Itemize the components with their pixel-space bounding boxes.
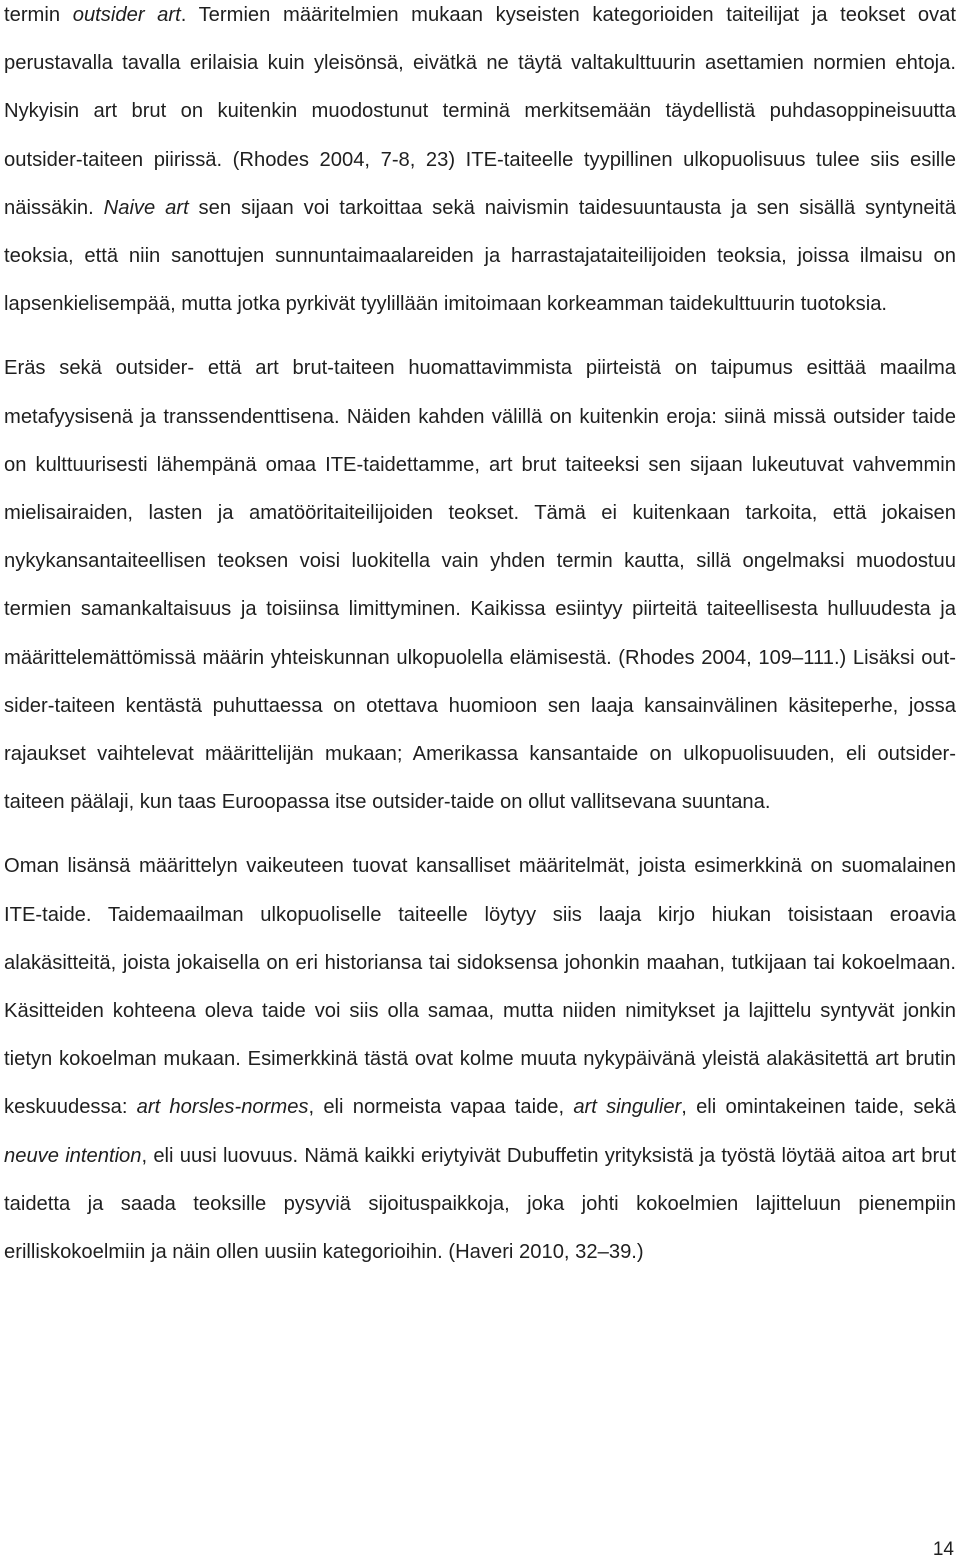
- paragraph-3-run: , eli uusi luovuus. Nämä kaikki eriytyivät Dubuffetin yrityksistä ja työstä löytää aitoa art brut taidetta ja saada teoksille pysyviä sijoituspaikkoja, joka johti kokoelmien lajitteluun pienempiin erilliskokoelmiin ja näin ollen uusiin kategorioihin. (Haveri 2010, 32–39.): [4, 1144, 957, 1264]
- paragraph-1-run: sen sijaan voi tarkoittaa sekä naivismin taidesuuntausta ja sen sisällä syntyneitä teoksia, että niin sanottujen sunnuntaimaalareiden ja harrastajataiteilijoiden teoksia, joissa ilmaisu on lapsenkielisempää, mutta jotka pyrkivät tyylillään imitoimaan korkeamman taidekulttuurin tuotoksia.: [4, 196, 956, 316]
- paragraph-1-run: . Termien määritelmien mukaan kyseisten kategorioiden taiteilijat ja teokset ovat perustavalla tavalla erilaisia kuin yleisönsä, eivätkä ne täytä valtakulttuurin asettamien normien ehtoja. Nykyisin art brut on kuitenkin muodostunut terminä merkitsemään täydellistä puhdasoppineisuutta outsider-taiteen piirissä. (Rhodes 2004, 7-8, 23) ITE-taiteelle tyypillinen ulkopuolisuus tulee siis esille näissäkin.: [4, 4, 956, 219]
- paragraph-3-run: , eli normeista vapaa taide,: [308, 1096, 574, 1119]
- paragraph-3: [4, 842, 956, 1276]
- term-outsider-art: outsider art: [72, 4, 181, 26]
- paragraph-1-run: termin: [4, 4, 73, 26]
- paragraph-1: [4, 0, 956, 328]
- paragraph-3-run: , eli omintakeinen taide, sekä: [681, 1096, 956, 1119]
- paragraph-3-run: Oman lisänsä määrittelyn vaikeuteen tuovat kansalliset määritelmät, joista esimerkkinä on suomalainen ITE-taide. Taidemaailman ulkopuoliselle taiteelle löytyy siis laaja kirjo hiukan toisistaan eroavia alakäsitteitä, joista jokaisella on eri historiansa tai sidoksensa johonkin maahan, tutkijaan tai kokoelmaan. Käsitteiden kohteena oleva taide voi siis olla samaa, mutta niiden nimitykset ja lajittelu syntyvät jonkin tietyn kokoelman mukaan. Esimerkkinä tästä ovat kolme muuta nykypäivänä yleistä alakäsitettä art brutin keskuudessa:: [4, 855, 956, 1119]
- page-number: 14: [932, 1539, 954, 1560]
- term-naive-art: Naive art: [103, 196, 189, 219]
- document-page: [4, 0, 956, 1276]
- term-neuve-invention: neuve intention: [4, 1144, 142, 1167]
- term-art-hors-les-normes: art horsles-normes: [136, 1096, 309, 1119]
- paragraph-2: [4, 344, 956, 826]
- paragraph-2-run: Eräs sekä outsider- että art brut-taiteen huomattavimmista piirteistä on taipumus esittää maailma metafyysisenä ja transsendenttisena. Näiden kahden välillä on kuitenkin eroja: siinä missä outsider taide on kulttuurisesti lähempänä omaa ITE-taidettamme, art brut taiteeksi sen sijaan lukeutuvat vahvemmin mielisairaiden, lasten ja amatööritaiteilijoiden teokset. Tämä ei kuitenkaan tarkoita, että jokaisen nykykansantaiteellisen teoksen voisi luokitella vain yhden termin kautta, sillä ongelmaksi muodostuu termien samankaltaisuus ja toisiinsa limittyminen. Kaikissa esiintyy piirteitä taiteellisesta hulluudesta ja määrittelemättömissä määrin yhteiskunnan ulkopuolella elämisestä. (Rhodes 2004, 109–111.) Lisäksi outsider-taiteen kentästä puhuttaessa on otettava huomioon sen laaja kansainvälinen käsiteperhe, jossa rajaukset vaihtelevat määrittelijän mukaan; Amerikassa kansantaide on ulkopuolisuuden, eli outsider-taiteen päälaji, kun taas Euroopassa itse outsider-taide on ollut vallitsevana suuntana.: [4, 357, 956, 814]
- term-art-singulier: art singulier: [573, 1096, 682, 1119]
